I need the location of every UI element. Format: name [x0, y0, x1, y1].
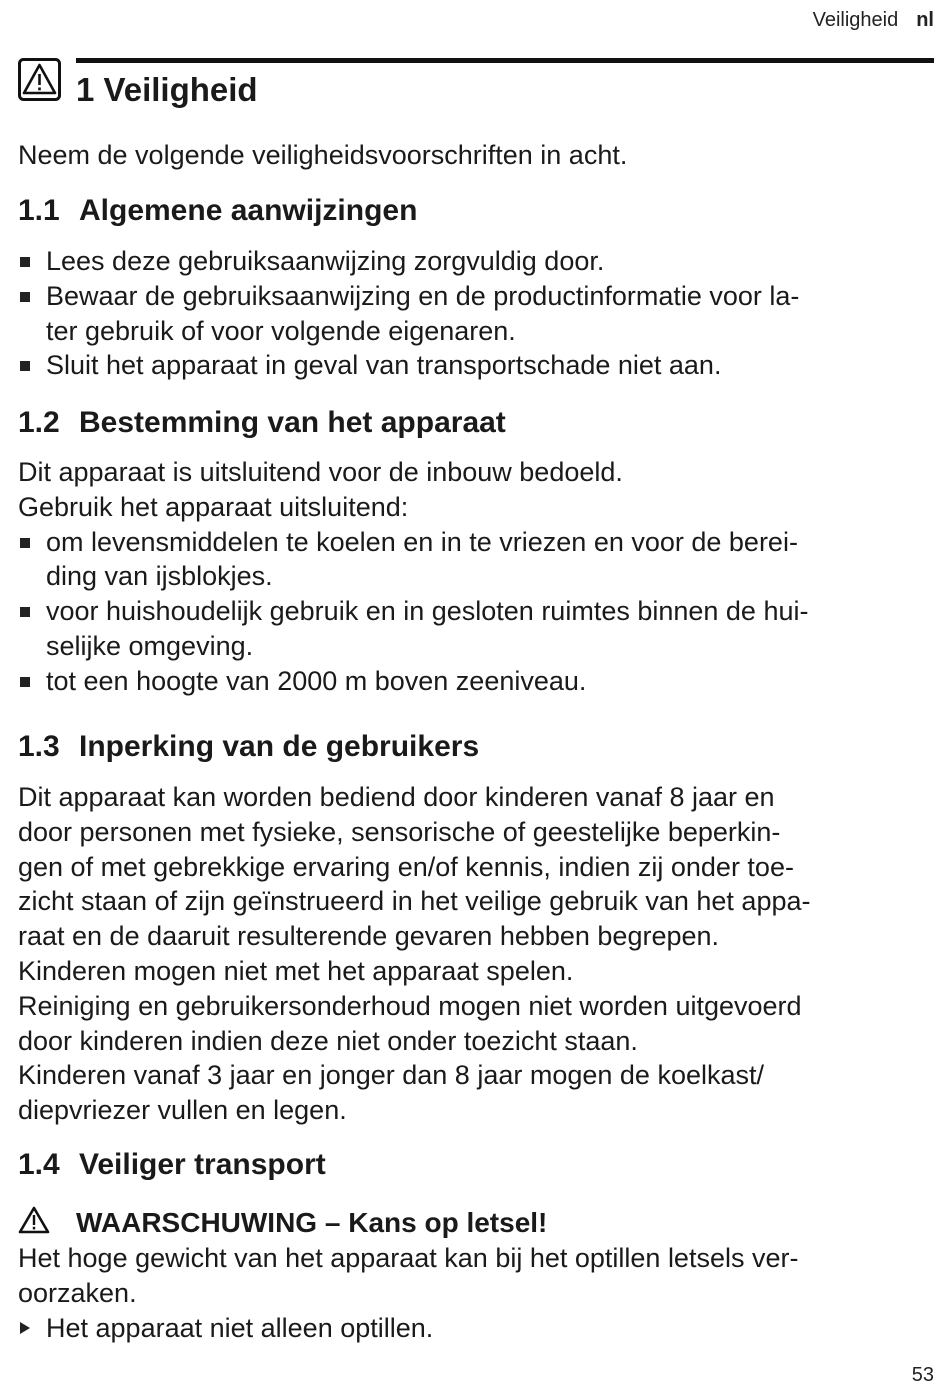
chapter-rule	[76, 58, 934, 63]
warning-triangle-icon	[18, 58, 61, 101]
running-header	[813, 9, 934, 32]
square-bullet-icon	[20, 257, 30, 267]
section-heading-1-2	[18, 405, 936, 441]
warning-triangle-icon	[18, 1206, 50, 1242]
warning-heading	[18, 1206, 547, 1242]
general-instructions-list	[18, 244, 936, 383]
square-bullet-icon	[20, 677, 30, 687]
section-heading-1-3	[18, 729, 936, 765]
section-title: Bestemming van het apparaat	[79, 406, 506, 439]
section-title: Inperking van de gebruikers	[79, 730, 480, 763]
section-heading-1-4	[18, 1147, 936, 1183]
list-item: voor huishoudelijk gebruik en in gesloten ruimtes binnen de hui- selijke omgeving.	[18, 594, 936, 664]
running-header-section: Veiligheid	[812, 9, 899, 31]
section-number: 1.1	[18, 194, 60, 227]
list-item: Bewaar de gebruiksaanwijzing en de productinformatie voor la- ter gebruik of voor volgende eigenaren.	[18, 279, 936, 349]
language-code: nl	[916, 9, 934, 31]
list-item: om levensmiddelen te koelen en in te vriezen en voor de berei- ding van ijsblokjes.	[18, 525, 936, 595]
transport-text: Het hoge gewicht van het apparaat kan bij het optillen letsels ver- oorzaken. Het apparaat niet alleen optillen.	[18, 1241, 936, 1345]
section-number: 1.3	[18, 730, 60, 763]
square-bullet-icon	[20, 292, 30, 302]
section-title: Algemene aanwijzingen	[79, 194, 418, 227]
list-item: Sluit het apparaat in geval van transportschade niet aan.	[18, 348, 936, 383]
warning-text: WAARSCHUWING – Kans op letsel!	[76, 1207, 548, 1238]
square-bullet-icon	[20, 538, 30, 548]
list-item: Lees deze gebruiksaanwijzing zorgvuldig door.	[18, 244, 936, 279]
square-bullet-icon	[20, 607, 30, 617]
action-step: Het apparaat niet alleen optillen.	[18, 1311, 936, 1346]
user-restrictions-text: Dit apparaat kan worden bediend door kinderen vanaf 8 jaar en door personen met fysieke, sensorische of geestelijke beperkin- gen of met gebrekkige ervaring en/of kennis, indien zij onder toe- zicht staan of zijn geïnstrueerd in het veilige gebruik van het appa- raat en de daaruit resulterende gevaren hebben begrepen. Kinderen mogen niet met het apparaat spelen. Reiniging en gebruikersonderhoud mogen niet worden uitgevoerd door kinderen indien deze niet onder toezicht staan. Kinderen vanaf 3 jaar en jonger dan 8 jaar mogen de koelkast/ diepvriezer vullen en legen.	[18, 782, 811, 1126]
intended-use-text: Dit apparaat is uitsluitend voor de inbouw bedoeld. Gebruik het apparaat uitsluitend: om levensmiddelen te koelen en in te vriezen en voor de berei- ding van ijsblokjes. voor huishoudelijk gebruik en in gesloten ruimtes binnen de hui- selijke omgeving. tot een hoogte van 2000 m boven zeeniveau.	[18, 455, 936, 699]
square-bullet-icon	[20, 361, 30, 371]
section-number: 1.4	[18, 1148, 60, 1181]
arrow-right-icon	[20, 1322, 30, 1334]
list-item: tot een hoogte van 2000 m boven zeeniveau.	[18, 664, 936, 699]
chapter-intro: Neem de volgende veiligheidsvoorschriften in acht.	[18, 140, 628, 170]
section-number: 1.2	[18, 406, 60, 439]
chapter-title: 1 Veiligheid	[76, 71, 258, 108]
section-title: Veiliger transport	[79, 1148, 326, 1181]
page-number: 53	[911, 1364, 934, 1386]
section-heading-1-1	[18, 193, 936, 229]
